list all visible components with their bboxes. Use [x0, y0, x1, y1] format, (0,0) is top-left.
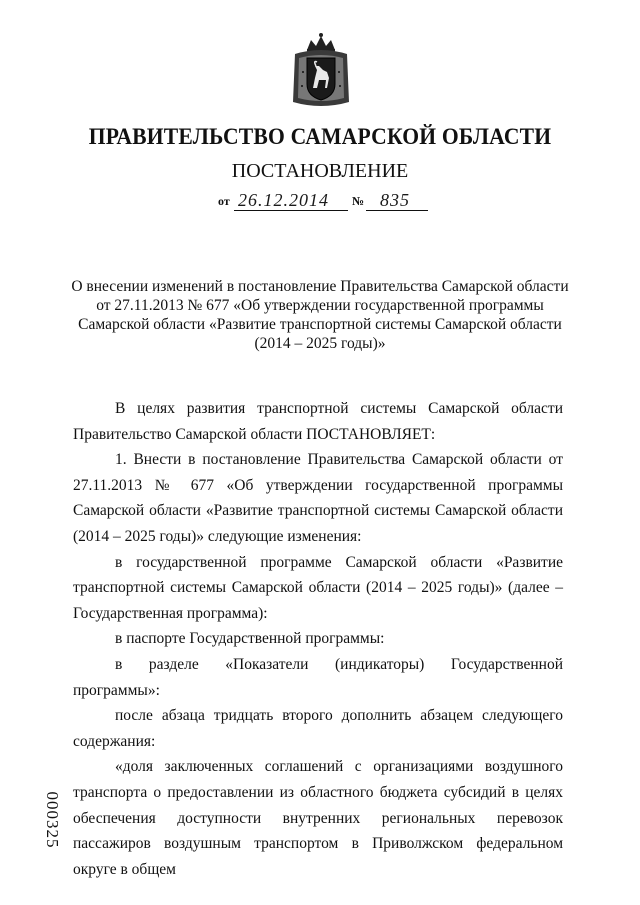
body-paragraph: после абзаца тридцать второго дополнить абзацем следующего содержания:	[73, 707, 563, 750]
number-prefix: №	[352, 194, 365, 208]
coat-of-arms-icon	[289, 32, 353, 112]
document-subject: О внесении изменений в постановление Правительства Самарской области от 27.11.2013 № 677 «Об утверждении государственной программы Самарской области «Развитие транспортной системы Самарской области (2014 – 2025 годы)»	[71, 278, 569, 352]
number-value: 835	[380, 190, 410, 210]
margin-stamp-number: 000325	[43, 791, 62, 849]
date-value: 26.12.2014	[238, 190, 329, 210]
body-paragraph: в государственной программе Самарской области «Развитие транспортной системы Самарской области (2014 – 2025 годы)» (далее – Государственная программа):	[73, 553, 563, 622]
date-number-line	[218, 190, 438, 214]
body-paragraph: В целях развития транспортной системы Самарской области Правительство Самарской области ПОСТАНОВЛЯЕТ:	[73, 400, 563, 443]
body-paragraph: 1. Внести в постановление Правительства Самарской области от 27.11.2013 № 677 «Об утверждении государственной программы Самарской области «Развитие транспортной системы Самарской области (2014 – 2025 годы)» следующие изменения:	[73, 451, 563, 545]
body-paragraph: в паспорте Государственной программы:	[115, 630, 385, 648]
body-paragraph: в разделе «Показатели (индикаторы) Государственной программы»:	[73, 655, 563, 699]
body-paragraph: «доля заключенных соглашений с организациями воздушного транспорта о предоставлении из областного бюджета субсидий в целях обеспечения доступности внутренних региональных перевозок пассажиров воздушным транспортом в Приволжском федеральном округе в общем	[73, 758, 563, 878]
government-title: ПРАВИТЕЛЬСТВО САМАРСКОЙ ОБЛАСТИ	[88, 124, 552, 149]
date-prefix: от	[218, 194, 230, 208]
document-body	[73, 396, 563, 882]
margin-stamp	[22, 790, 82, 850]
document-type: ПОСТАНОВЛЕНИЕ	[231, 160, 409, 182]
